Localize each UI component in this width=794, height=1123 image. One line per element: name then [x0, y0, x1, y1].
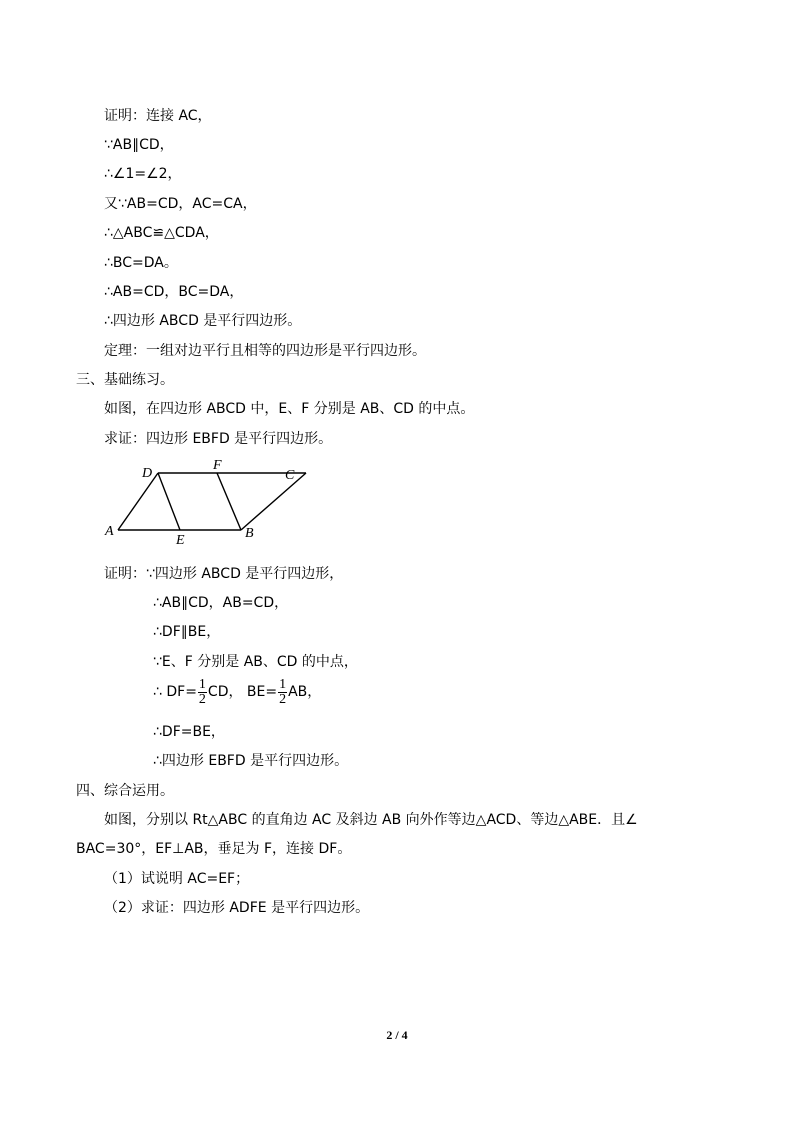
fraction-line-prefix: ∴ DF=	[153, 684, 197, 700]
s3-proof-line-3: ∴DF∥BE，	[153, 624, 221, 640]
s3-proof-line-4: ∵E、F 分别是 AB、CD 的中点，	[153, 654, 358, 670]
segment-AD	[118, 473, 158, 530]
fraction-denominator: 2	[279, 691, 287, 707]
section4-problem-line-1: 如图，分别以 Rt△ABC 的直角边 AC 及斜边 AB 向外作等边△ACD、等边△ABE．且∠	[104, 812, 638, 828]
proof-line-3: ∴∠1=∠2，	[104, 166, 182, 182]
fraction-denominator: 2	[198, 691, 206, 707]
section3-prove-goal: 求证：四边形 EBFD 是平行四边形。	[104, 431, 333, 447]
proof-line-1: 证明：连接 AC，	[104, 108, 212, 124]
fraction-numerator: 1	[279, 676, 287, 692]
label-A: A	[105, 524, 114, 539]
section3-heading: 三、基础练习。	[76, 372, 174, 388]
proof-line-6: ∴BC=DA。	[104, 255, 178, 271]
s3-proof-line-1: 证明：∵四边形 ABCD 是平行四边形，	[104, 566, 344, 582]
page-number: 2 / 4	[386, 1028, 408, 1042]
fraction-numerator: 1	[198, 676, 206, 692]
parallelogram-figure	[100, 456, 310, 548]
label-B: B	[245, 526, 254, 541]
s3-proof-line-5	[153, 676, 321, 708]
s3-proof-line-2: ∴AB∥CD，AB=CD，	[153, 595, 289, 611]
section4-heading: 四、综合运用。	[76, 783, 174, 799]
section3-problem: 如图，在四边形 ABCD 中，E、F 分别是 AB、CD 的中点。	[104, 401, 475, 417]
proof-line-2: ∵AB∥CD，	[104, 137, 174, 153]
proof-line-4: 又∵AB=CD，AC=CA，	[104, 196, 257, 212]
theorem-text: 定理：一组对边平行且相等的四边形是平行四边形。	[104, 343, 426, 359]
proof-line-7: ∴AB=CD，BC=DA，	[104, 284, 244, 300]
label-D: D	[142, 466, 153, 481]
segment-FB	[217, 473, 241, 530]
segment-BC	[241, 473, 306, 530]
proof-line-5: ∴△ABC≌△CDA，	[104, 225, 219, 241]
segment-DE	[158, 473, 180, 530]
proof-line-8: ∴四边形 ABCD 是平行四边形。	[104, 313, 302, 329]
label-E: E	[176, 533, 185, 548]
section4-question-2: （2）求证：四边形 ADFE 是平行四边形。	[104, 900, 370, 916]
section4-problem-line-2: BAC=30°，EF⊥AB，垂足为 F，连接 DF。	[76, 841, 352, 857]
fraction-one-half-1	[198, 678, 207, 707]
label-F: F	[213, 458, 222, 473]
s3-proof-line-7: ∴四边形 EBFD 是平行四边形。	[153, 753, 349, 769]
fraction-line-mid: CD， BE=	[207, 684, 278, 700]
fraction-line-suffix: AB，	[288, 684, 322, 700]
fraction-one-half-2	[278, 678, 287, 707]
section4-question-1: （1）试说明 AC=EF；	[104, 871, 250, 887]
s3-proof-line-6: ∴DF=BE，	[153, 724, 225, 740]
label-C: C	[285, 468, 295, 483]
